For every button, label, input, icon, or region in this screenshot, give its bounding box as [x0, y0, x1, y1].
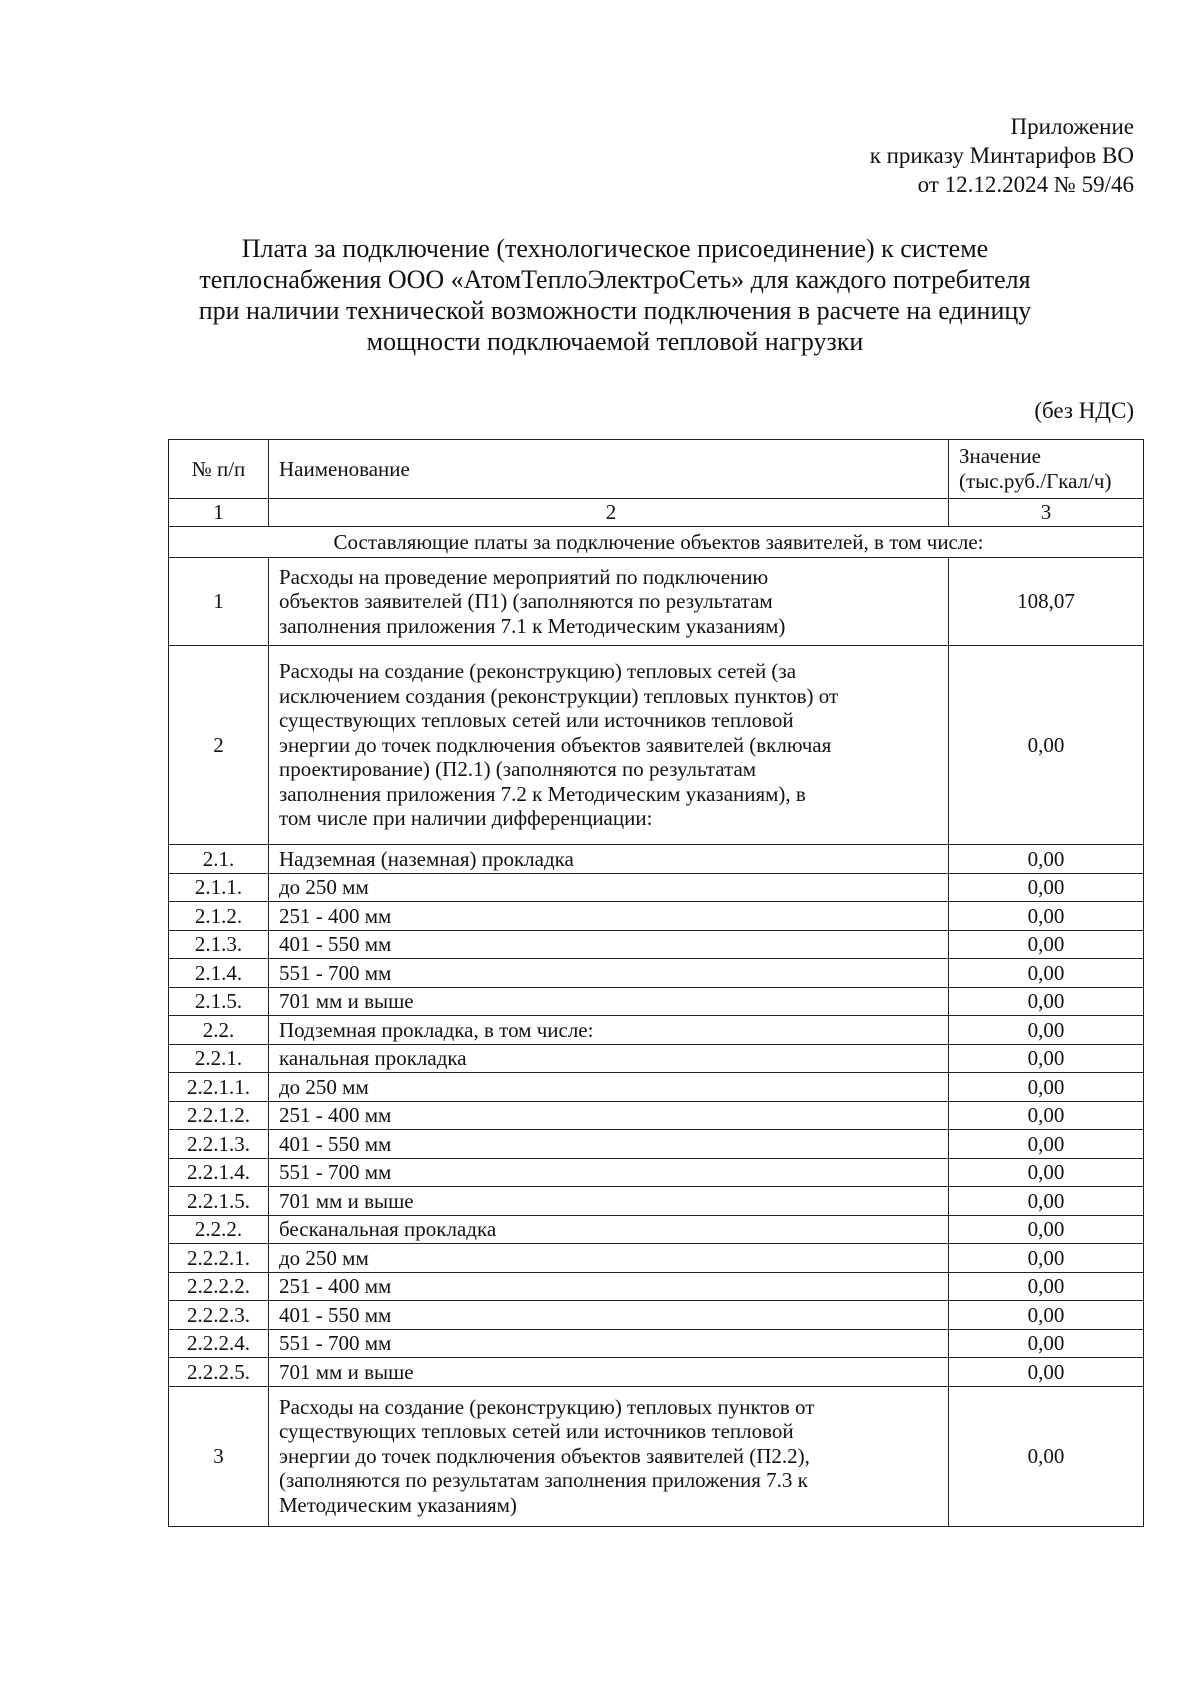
row-num: 2.2.2.4.: [169, 1329, 269, 1358]
row-value: 0,00: [949, 1016, 1144, 1045]
table-row: [169, 1016, 1144, 1045]
row-value: 0,00: [949, 1044, 1144, 1073]
row-name: [269, 1386, 949, 1526]
row-value: 0,00: [949, 873, 1144, 902]
row-name: 551 - 700 мм: [269, 959, 949, 988]
row-value: 0,00: [949, 959, 1144, 988]
row-num: 3: [169, 1386, 269, 1526]
row-name: Подземная прокладка, в том числе:: [269, 1016, 949, 1045]
table-row: [169, 558, 1144, 646]
table-row: [169, 1358, 1144, 1387]
row-num: 2.2.1.1.: [169, 1073, 269, 1102]
row-num: 1: [169, 558, 269, 646]
row-name: бесканальная прокладка: [269, 1215, 949, 1244]
index-cell: 3: [949, 499, 1144, 527]
row-value: 0,00: [949, 1358, 1144, 1387]
appendix-date-line: от 12.12.2024 № 59/46: [917, 172, 1134, 197]
row-num: 2.2.2.: [169, 1215, 269, 1244]
row-value: 108,07: [949, 558, 1144, 646]
document-title: [190, 233, 1040, 357]
table-row: [169, 1329, 1144, 1358]
row-num: 2.2.2.3.: [169, 1301, 269, 1330]
row-value: 0,00: [949, 1329, 1144, 1358]
row-value: 0,00: [949, 1187, 1144, 1216]
table-row: [169, 1130, 1144, 1159]
row-name: 401 - 550 мм: [269, 930, 949, 959]
table-row: [169, 987, 1144, 1016]
row-num: 2.1.5.: [169, 987, 269, 1016]
row-num: 2.2.1.2.: [169, 1101, 269, 1130]
row-value: 0,00: [949, 987, 1144, 1016]
appendix-order-line: к приказу Минтарифов ВО: [869, 143, 1134, 168]
table-row: [169, 1158, 1144, 1187]
section-title: Составляющие платы за подключение объектов заявителей, в том числе:: [169, 527, 1144, 558]
row-name-line: существующих тепловых сетей или источников тепловой: [279, 1419, 794, 1444]
title-line: Плата за подключение (технологическое присоединение) к системе: [241, 234, 989, 263]
row-name: 551 - 700 мм: [269, 1329, 949, 1358]
table-row: [169, 930, 1144, 959]
row-name-line: Расходы на проведение мероприятий по подключению: [279, 564, 769, 589]
table-row: [169, 1244, 1144, 1273]
table-row: [169, 1073, 1144, 1102]
row-num: 2.1.3.: [169, 930, 269, 959]
row-num: 2.2.1.4.: [169, 1158, 269, 1187]
row-name: Надземная (наземная) прокладка: [269, 845, 949, 874]
row-num: 2.2.: [169, 1016, 269, 1045]
appendix-line: Приложение: [1010, 114, 1134, 139]
table-row: [169, 959, 1144, 988]
row-name: [269, 646, 949, 845]
row-name-line: заполнения приложения 7.1 к Методическим указаниям): [279, 613, 786, 638]
row-name-line: Расходы на создание (реконструкцию) тепловых пунктов от: [279, 1394, 815, 1419]
row-value: 0,00: [949, 902, 1144, 931]
table-row: [169, 1386, 1144, 1526]
row-num: 2.1.2.: [169, 902, 269, 931]
row-value: 0,00: [949, 845, 1144, 874]
row-num: 2: [169, 646, 269, 845]
table-header-row: [169, 440, 1144, 499]
table-row: [169, 873, 1144, 902]
row-num: 2.2.1.: [169, 1044, 269, 1073]
row-name: до 250 мм: [269, 873, 949, 902]
row-value: 0,00: [949, 1158, 1144, 1187]
row-name: 251 - 400 мм: [269, 1272, 949, 1301]
title-line: теплоснабжения ООО «АтомТеплоЭлектроСеть» для каждого потребителя: [199, 265, 1031, 294]
row-name: 251 - 400 мм: [269, 1101, 949, 1130]
unit-note: (без НДС): [1034, 398, 1134, 423]
table-row: [169, 1215, 1144, 1244]
row-num: 2.2.1.3.: [169, 1130, 269, 1159]
row-name-line: энергии до точек подключения объектов заявителей (П2.2),: [279, 1443, 810, 1468]
row-num: 2.1.: [169, 845, 269, 874]
row-value: 0,00: [949, 1386, 1144, 1526]
row-name: до 250 мм: [269, 1073, 949, 1102]
row-name-line: энергии до точек подключения объектов заявителей (включая: [279, 732, 832, 757]
table-row: [169, 1044, 1144, 1073]
header-value-unit: (тыс.руб./Гкал/ч): [959, 469, 1112, 493]
row-name-line: объектов заявителей (П1) (заполняются по результатам: [279, 589, 773, 614]
row-name-line: (заполняются по результатам заполнения приложения 7.3 к: [279, 1468, 808, 1493]
row-name: 401 - 550 мм: [269, 1130, 949, 1159]
row-value: 0,00: [949, 1244, 1144, 1273]
row-name: 701 мм и выше: [269, 987, 949, 1016]
row-num: 2.2.2.1.: [169, 1244, 269, 1273]
row-name-line: исключением создания (реконструкции) тепловых пунктов) от: [279, 683, 839, 708]
row-value: 0,00: [949, 1073, 1144, 1102]
row-name-line: проектирование) (П2.1) (заполняются по результатам: [279, 757, 757, 782]
row-name-line: том числе при наличии дифференциации:: [279, 806, 653, 831]
row-name: 551 - 700 мм: [269, 1158, 949, 1187]
header-name: Наименование: [269, 440, 949, 499]
header-value-line: Значение: [959, 444, 1041, 468]
row-name: 401 - 550 мм: [269, 1301, 949, 1330]
header-value: [949, 440, 1144, 499]
row-name-line: Расходы на создание (реконструкцию) тепловых сетей (за: [279, 659, 797, 684]
index-cell: 2: [269, 499, 949, 527]
index-cell: 1: [169, 499, 269, 527]
row-value: 0,00: [949, 1215, 1144, 1244]
row-name: канальная прокладка: [269, 1044, 949, 1073]
row-name-line: заполнения приложения 7.2 к Методическим указаниям), в: [279, 781, 806, 806]
appendix-reference: [870, 112, 1134, 199]
tariff-table: [168, 439, 1144, 1527]
title-line: при наличии технической возможности подключения в расчете на единицу: [198, 296, 1032, 325]
section-row: [169, 527, 1144, 558]
row-name: 251 - 400 мм: [269, 902, 949, 931]
row-name-line: существующих тепловых сетей или источников тепловой: [279, 708, 794, 733]
row-num: 2.2.1.5.: [169, 1187, 269, 1216]
title-line: мощности подключаемой тепловой нагрузки: [366, 327, 864, 356]
table-row: [169, 1187, 1144, 1216]
row-value: 0,00: [949, 646, 1144, 845]
row-value: 0,00: [949, 1272, 1144, 1301]
table-row: [169, 646, 1144, 845]
row-value: 0,00: [949, 1101, 1144, 1130]
row-num: 2.2.2.5.: [169, 1358, 269, 1387]
row-value: 0,00: [949, 1130, 1144, 1159]
table-row: [169, 1272, 1144, 1301]
row-value: 0,00: [949, 1301, 1144, 1330]
row-name: 701 мм и выше: [269, 1187, 949, 1216]
row-name: до 250 мм: [269, 1244, 949, 1273]
row-name: [269, 558, 949, 646]
row-num: 2.2.2.2.: [169, 1272, 269, 1301]
table-row: [169, 1301, 1144, 1330]
table-index-row: [169, 499, 1144, 527]
header-num: № п/п: [169, 440, 269, 499]
table-row: [169, 1101, 1144, 1130]
row-num: 2.1.4.: [169, 959, 269, 988]
row-num: 2.1.1.: [169, 873, 269, 902]
row-name-line: Методическим указаниям): [279, 1492, 517, 1517]
row-name: 701 мм и выше: [269, 1358, 949, 1387]
table-row: [169, 845, 1144, 874]
row-value: 0,00: [949, 930, 1144, 959]
table-row: [169, 902, 1144, 931]
